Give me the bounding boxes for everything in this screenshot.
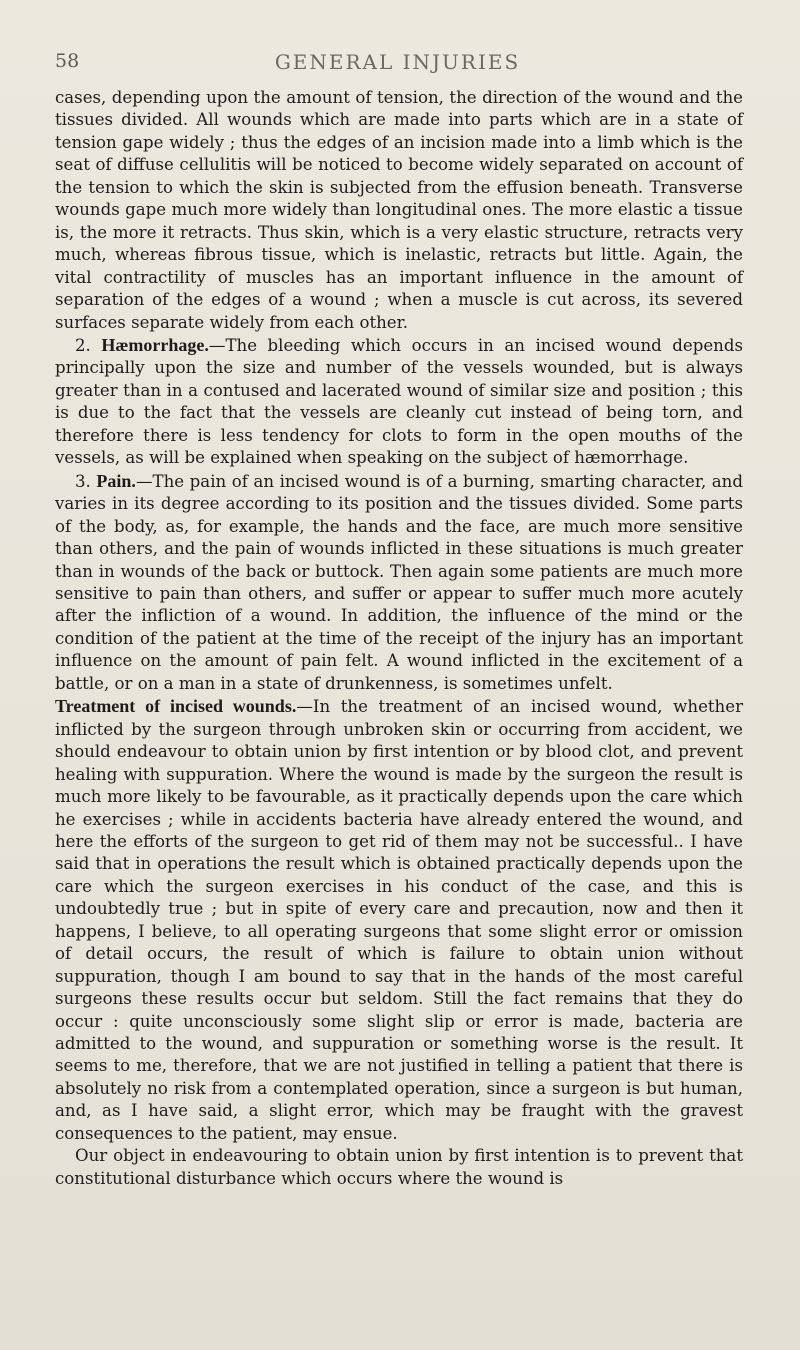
page-header [55,50,740,80]
page-number: 58 [55,50,80,72]
body-text [55,87,743,1190]
paragraph-text: —The bleeding which occurs in an incised wound depends principally upon the size and number of the vessels wounded, but is always greater than in a contused and lacerated wound of similar size and position ; this is due to the fact that the vessels are cleanly cut instead of being torn, and therefore there is less tendency for clots to form in the open mouths of the vessels, as will be explained when speaking on the subject of hæmorrhage. [55,335,743,468]
section-number: 3. [75,471,91,491]
running-head: GENERAL INJURIES [274,50,521,74]
section-heading: Treatment of incised wounds. [55,696,297,717]
paragraph-text: cases, depending upon the amount of tension, the direction of the wound and the tissues divided. All wounds which are made into parts which are in a state of tension gape widely ; thus the edges of an incision made into a limb which is the seat of diffuse cellulitis will be noticed to become widely separated on account of the tension to which the skin is subjected from the effusion beneath. Transverse wounds gape much more widely than longitudinal ones. The more elastic a tissue is, the more it retracts. Thus skin, which is a very elastic structure, retracts very much, whereas fibrous tissue, which is inelastic, retracts but little. Again, the vital contractility of muscles has an important influence in the amount of separation of the edges of a wound ; when a muscle is cut across, its severed surfaces separate widely from each other. [55,88,743,332]
paragraph-pain [55,470,743,696]
paragraph-text: —In the treatment of an incised wound, whether inflicted by the surgeon through unbroken skin or occurring from accident, we should endeavour to obtain union by first intention or by blood clot, and prevent healing with suppuration. Where the wound is made by the surgeon the result is much more likely to be favourable, as it practically depends upon the care which he exercises ; while in accidents bacteria have already entered the wound, and here the efforts of the surgeon to get rid of them may not be successful.. I have said that in operations the result which is obtained practically depends upon the care which the surgeon exercises in his conduct of the case, and this is undoubtedly true ; but in spite of every care and precaution, now and then it happens, I believe, to all operating surgeons that some slight error or omission of detail occurs, the result of which is failure to obtain union without suppuration, though I am bound to say that in the hands of the most careful surgeons these results occur but seldom. Still the fact remains that they do occur : quite unconsciously some slight slip or error is made, bacteria are admitted to the wound, and suppuration or something worse is the result. It seems to me, therefore, that we are not justified in telling a patient that there is absolutely no risk from a contemplated operation, since a surgeon is but human, and, as I have said, a slight error, which may be fraught with the gravest consequences to the patient, may ensue. [55,697,743,1143]
paragraph-text: Our object in endeavouring to obtain union by first intention is to prevent that constitutional disturbance which occurs where the wound is [55,1146,743,1188]
paragraph-text: —The pain of an incised wound is of a burning, smarting character, and varies in its degree according to its position and the tissues divided. Some parts of the body, as, for example, the hands and the face, are much more sensitive than others, and the pain of wounds inflicted in these situations is much greater than in wounds of the back or buttock. Then again some patients are much more sensitive to pain than others, and suffer or appear to suffer much more acutely after the infliction of a wound. In addition, the influence of the mind or the condition of the patient at the time of the receipt of the injury has an important influence on the amount of pain felt. A wound inflicted in the excitement of a battle, or on a man in a state of drunkenness, is sometimes unfelt. [55,471,743,693]
section-heading: Pain. [96,470,136,491]
paragraph-object [55,1145,743,1190]
paragraph-treatment [55,695,743,1145]
section-number: 2. [75,335,91,355]
paragraph-continuation [55,87,743,334]
section-heading: Hæmorrhage. [101,334,209,355]
paragraph-haemorrhage [55,334,743,470]
